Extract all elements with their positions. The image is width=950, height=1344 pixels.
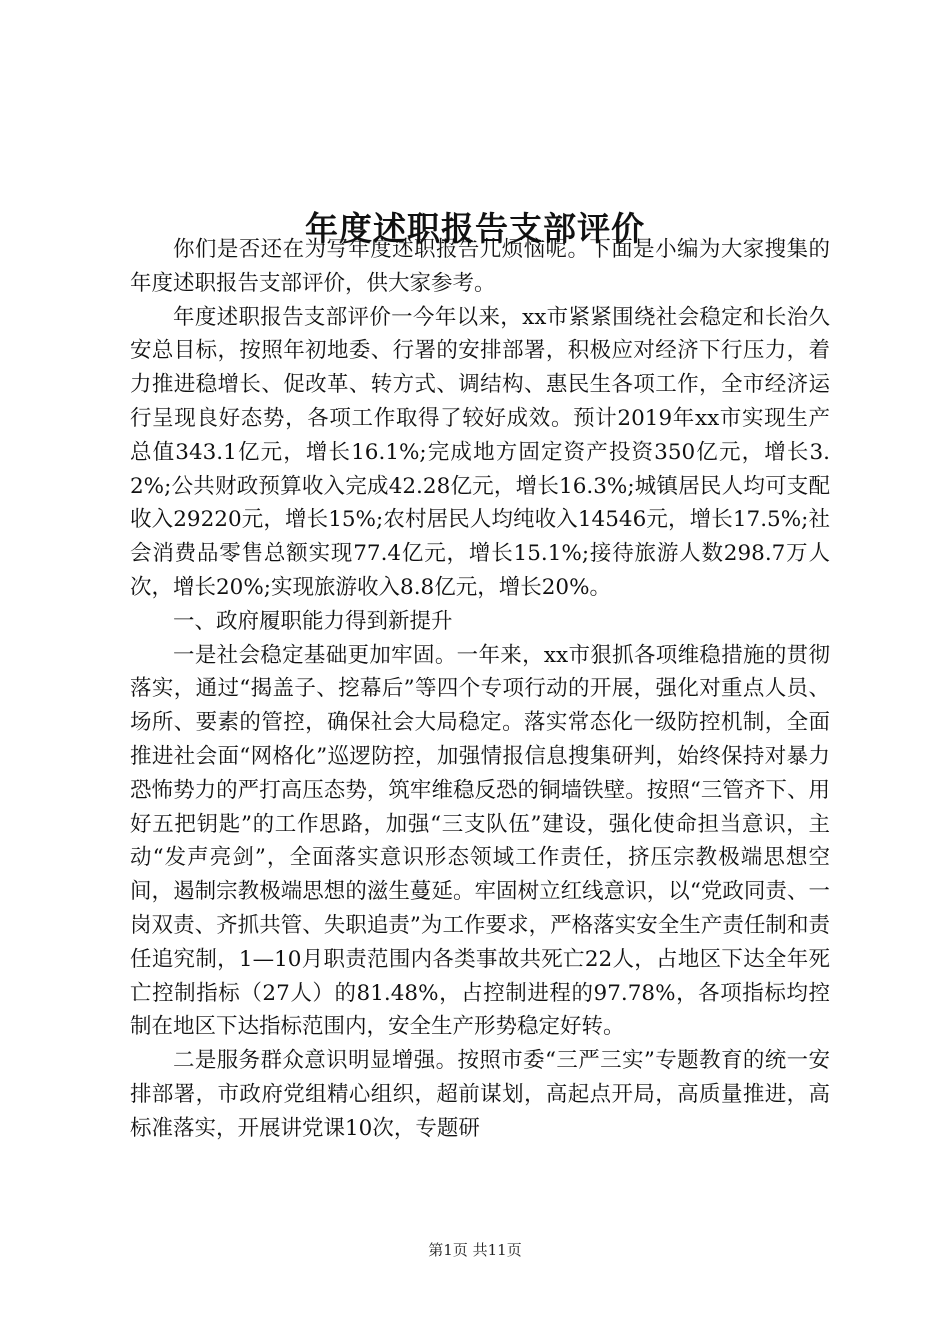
paragraph-stability: 一是社会稳定基础更加牢固。一年来，xx市狠抓各项维稳措施的贯彻落实，通过“揭盖子、挖幕后”等四个专项行动的开展，强化对重点人员、场所、要素的管控，确保社会大局稳定。落实常态化一级防控机制，全面推进社会面“网格化”巡逻防控，加强情报信息搜集研判，始终保持对暴力恐怖势力的严打高压态势，筑牢维稳反恐的铜墙铁壁。按照“三管齐下、用好五把钥匙”的工作思路，加强“三支队伍”建设，强化使命担当意识，主动“发声亮剑”，全面落实意识形态领域工作责任，挤压宗教极端思想空间，遏制宗教极端思想的滋生蔓延。牢固树立红线意识，以“党政同责、一岗双责、齐抓共管、失职追责”为工作要求，严格落实安全生产责任制和责任追究制，1—10月职责范围内各类事故共死亡22人，占地区下达全年死亡控制指标（27人）的81.48%，占控制进程的97.78%，各项指标均控制在地区下达指标范围内，安全生产形势稳定好转。: [130, 642, 830, 1040]
document-title: 年度述职报告支部评价: [305, 209, 645, 249]
page-footer: 第1页 共11页: [428, 1241, 522, 1259]
section-heading: 一、政府履职能力得到新提升: [173, 608, 453, 634]
paragraph-summary: 年度述职报告支部评价一今年以来，xx市紧紧围绕社会稳定和长治久安总目标，按照年初地委、行署的安排部署，积极应对经济下行压力，着力推进稳增长、促改革、转方式、调结构、惠民生各项工作，全市经济运行呈现良好态势，各项工作取得了较好成效。预计2019年xx市实现生产总值343.1亿元，增长16.1%;完成地方固定资产投资350亿元，增长3.2%;公共财政预算收入完成42.28亿元，增长16.3%;城镇居民人均可支配收入29220元，增长15%;农村居民人均纯收入14546元，增长17.5%;社会消费品零售总额实现77.4亿元，增长15.1%;接待旅游人数298.7万人次，增长20%;实现旅游收入8.8亿元，增长20%。: [130, 304, 830, 600]
paragraph-service: 二是服务群众意识明显增强。按照市委“三严三实”专题教育的统一安排部署，市政府党组精心组织，超前谋划，高起点开局，高质量推进，高标准落实，开展讲党课10次，专题研: [130, 1048, 830, 1141]
paragraph-intro: 你们是否还在为写年度述职报告儿烦恼呢。下面是小编为大家搜集的年度述职报告支部评价，供大家参考。: [130, 237, 830, 296]
document-body: [130, 233, 830, 1146]
